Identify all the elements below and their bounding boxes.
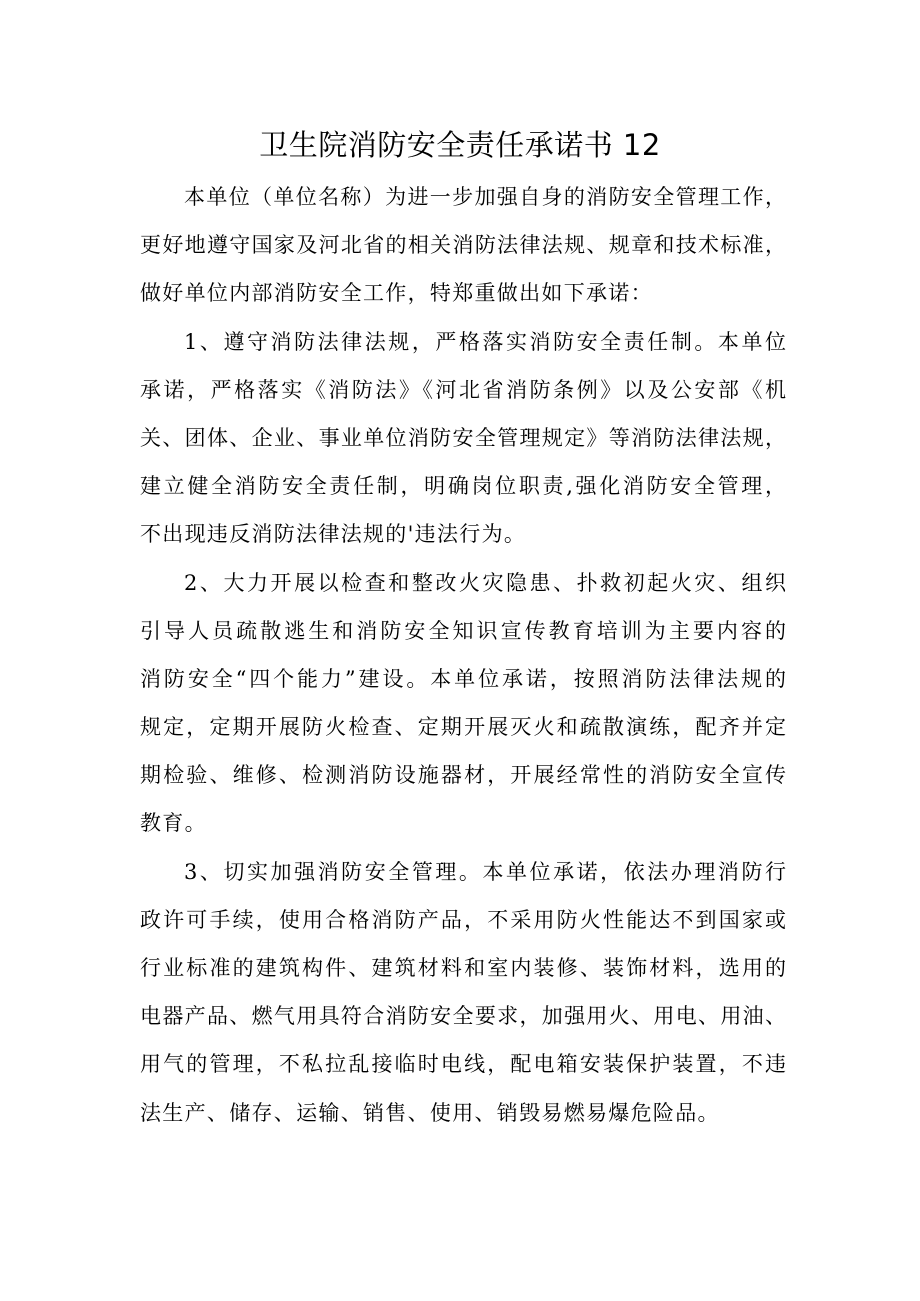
paragraph-line: 1、遵守消防法律法规，严格落实消防安全责任制。本单位: [184, 329, 786, 354]
paragraph-line: 更好地遵守国家及河北省的相关消防法律法规、规章和技术标准，: [140, 233, 786, 258]
paragraph-line: 引导人员疏散逃生和消防安全知识宣传教育培训为主要内容的: [140, 618, 786, 643]
paragraph-commitment-3: [140, 848, 786, 1137]
document-body: [140, 173, 786, 1137]
paragraph-line: 用气的管理，不私拉乱接临时电线，配电箱安装保护装置，不违: [140, 1052, 786, 1077]
paragraph-line: 教育。: [140, 811, 207, 836]
paragraph-line: 承诺，严格落实《消防法》《河北省消防条例》以及公安部《机: [140, 377, 786, 402]
paragraph-line: 消防安全“四个能力”建设。本单位承诺，按照消防法律法规的: [140, 666, 786, 691]
paragraph-line: 建立健全消防安全责任制，明确岗位职责,强化消防安全管理，: [140, 474, 786, 499]
paragraph-line: 3、切实加强消防安全管理。本单位承诺，依法办理消防行: [184, 859, 786, 884]
paragraph-commitment-1: [140, 318, 786, 559]
paragraph-line: 规定，定期开展防火检查、定期开展灭火和疏散演练，配齐并定: [140, 715, 786, 740]
paragraph-line: 期检验、维修、检测消防设施器材，开展经常性的消防安全宣传: [140, 763, 786, 788]
paragraph-line: 不出现违反消防法律法规的'违法行为。: [140, 522, 527, 547]
paragraph-commitment-2: [140, 559, 786, 848]
paragraph-intro: [140, 173, 786, 318]
paragraph-line: 2、大力开展以检查和整改火灾隐患、扑救初起火灾、组织: [184, 570, 786, 595]
paragraph-line: 行业标准的建筑构件、建筑材料和室内装修、装饰材料，选用的: [140, 956, 786, 980]
paragraph-line: 政许可手续，使用合格消防产品，不采用防火性能达不到国家或: [140, 907, 786, 932]
paragraph-line: 电器产品、燃气用具符合消防安全要求，加强用火、用电、用油、: [140, 1004, 786, 1029]
document-title: 卫生院消防安全责任承诺书 12: [259, 128, 661, 162]
paragraph-line: 法生产、储存、运输、销售、使用、销毁易燃易爆危险品。: [140, 1100, 720, 1125]
paragraph-line: 做好单位内部消防安全工作，特郑重做出如下承诺：: [140, 281, 653, 306]
paragraph-line: 关、团体、企业、事业单位消防安全管理规定》等消防法律法规，: [140, 425, 786, 450]
paragraph-line: 本单位（单位名称）为进一步加强自身的消防安全管理工作，: [184, 185, 786, 209]
